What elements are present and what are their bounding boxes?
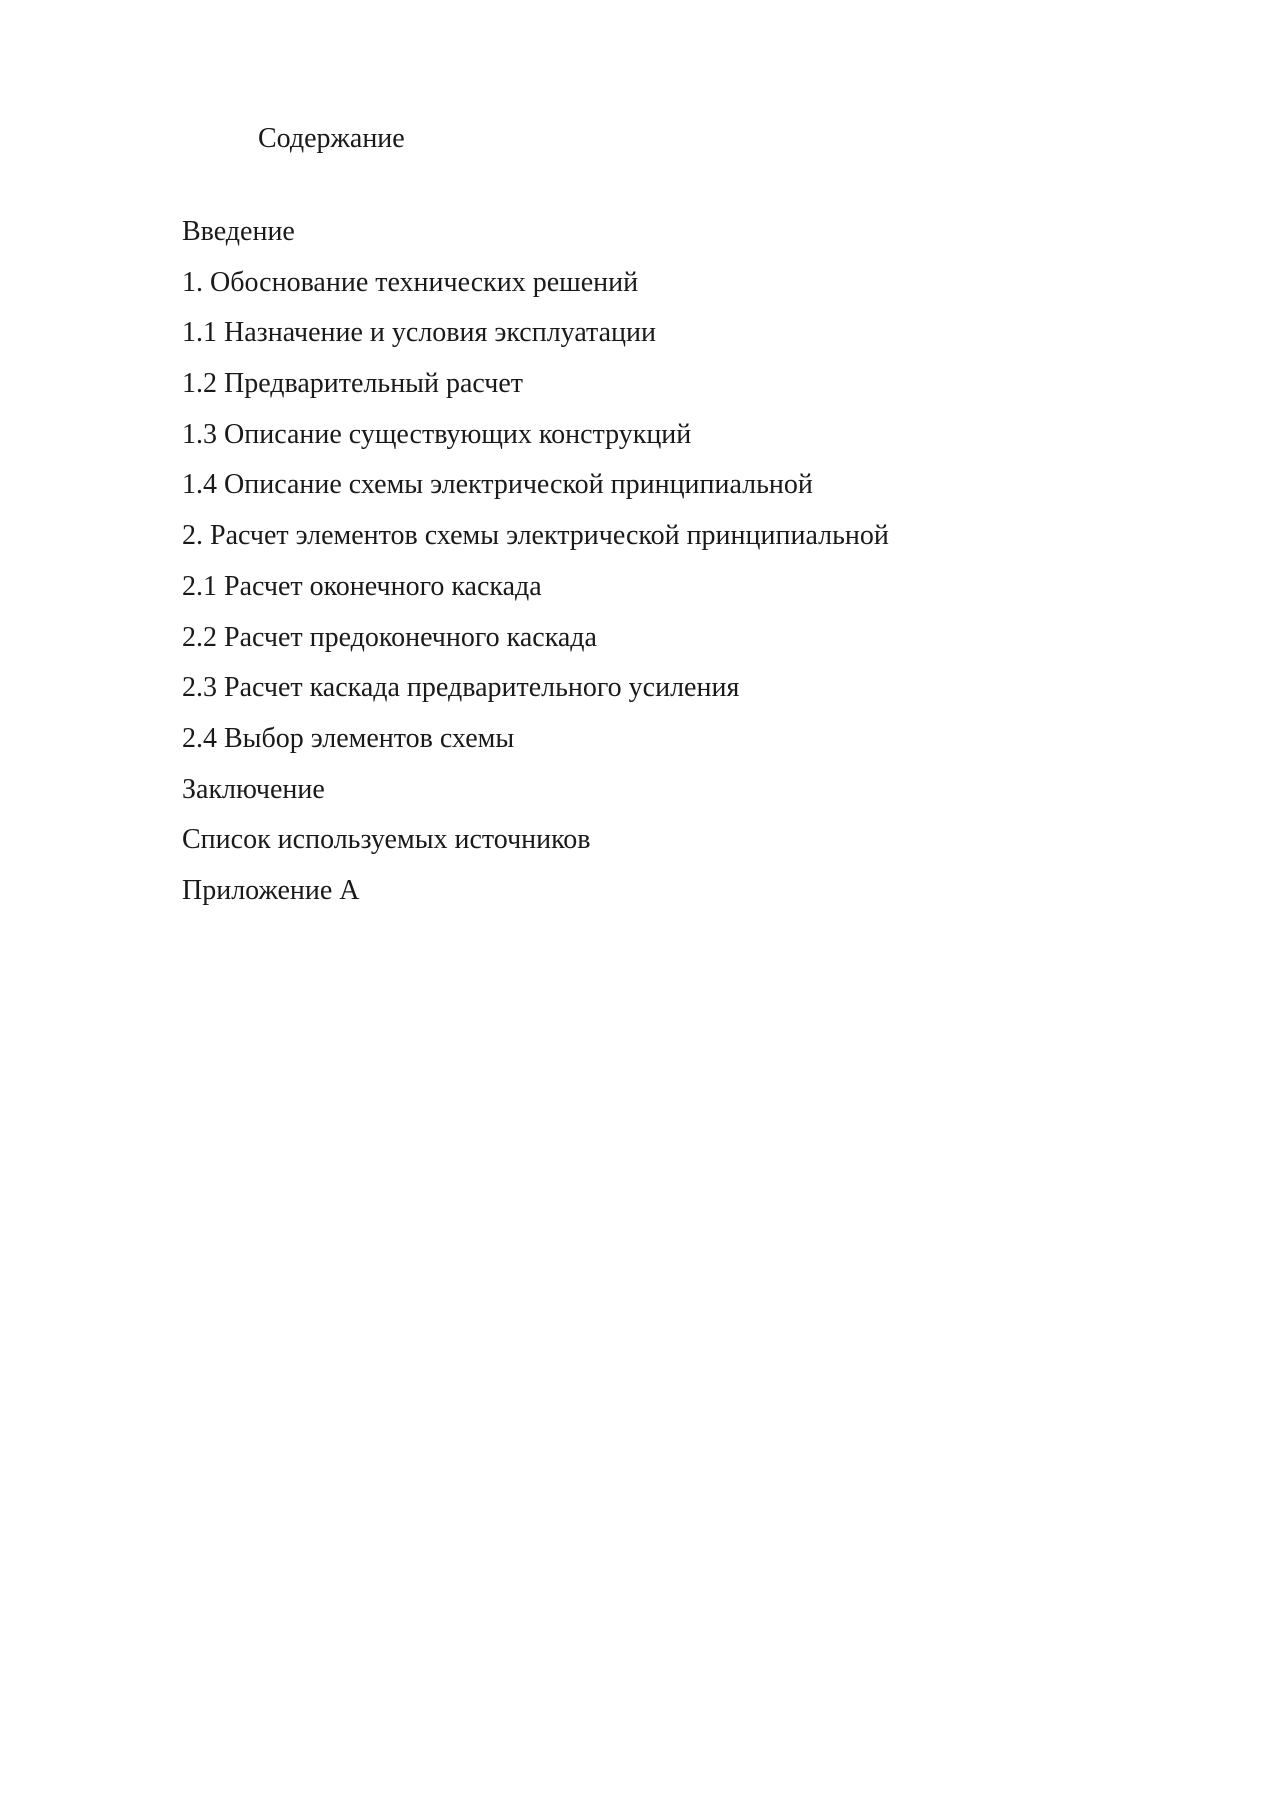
- table-of-contents: [182, 212, 889, 922]
- toc-item-2-2: 2.2 Расчет предоконечного каскада: [182, 621, 597, 653]
- toc-item-1-3: 1.3 Описание существующих конструкций: [182, 418, 692, 450]
- page-title: Содержание: [258, 123, 405, 154]
- toc-item-2-4: 2.4 Выбор элементов схемы: [182, 722, 515, 754]
- toc-item-appendix-a: Приложение А: [182, 874, 360, 906]
- toc-item-2: 2. Расчет элементов схемы электрической принципиальной: [182, 520, 889, 552]
- toc-item-1-1: 1.1 Назначение и условия эксплуатации: [182, 317, 656, 349]
- toc-item-introduction: Введение: [182, 216, 295, 247]
- toc-item-1: 1. Обоснование технических решений: [182, 266, 639, 298]
- toc-item-2-1: 2.1 Расчет оконечного каскада: [182, 570, 542, 602]
- toc-item-references: Список используемых источников: [182, 824, 591, 856]
- toc-item-1-4: 1.4 Описание схемы электрической принципиальной: [182, 469, 813, 501]
- toc-item-conclusion: Заключение: [182, 773, 325, 805]
- toc-item-2-3: 2.3 Расчет каскада предварительного усиления: [182, 672, 740, 704]
- toc-item-1-2: 1.2 Предварительный расчет: [182, 368, 524, 400]
